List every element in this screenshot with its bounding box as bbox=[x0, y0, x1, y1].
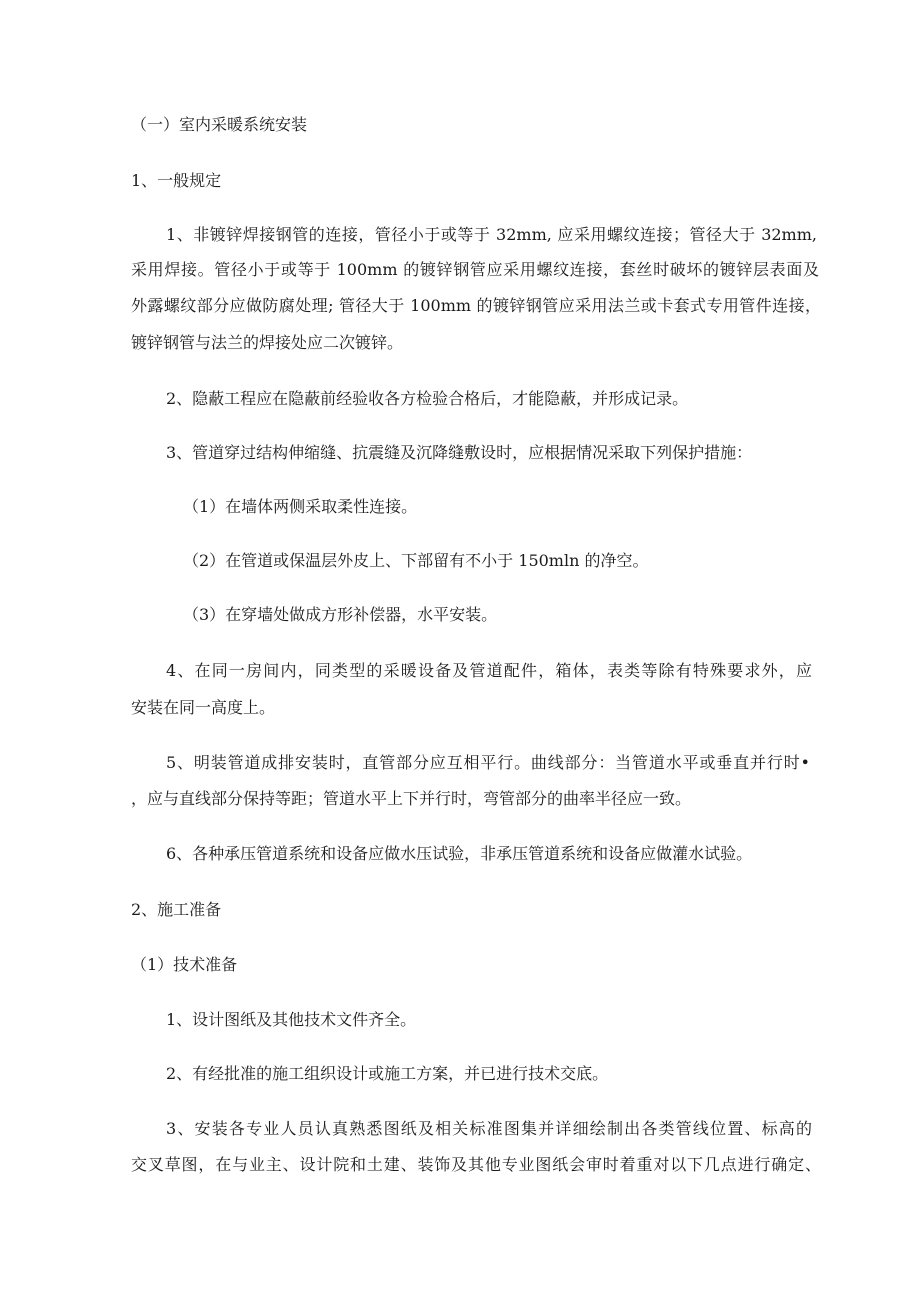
rule-1-line-1: 1、非镀锌焊接钢管的连接，管径小于或等于 32mm, 应采用螺纹连接；管径大于 32mm, bbox=[166, 225, 817, 244]
tech-prep-heading: （1）技术准备 bbox=[131, 955, 238, 974]
tech-prep-item-3-line-2: 交叉草图，在与业主、设计院和土建、装饰及其他专业图纸会审时着重对以下几点进行确定、 bbox=[131, 1155, 821, 1174]
rule-3: 3、管道穿过结构伸缩缝、抗震缝及沉降缝敷设时，应根据情况采取下列保护措施： bbox=[166, 443, 753, 462]
tech-prep-item-2: 2、有经批准的施工组织设计或施工方案，并已进行技术交底。 bbox=[166, 1064, 609, 1083]
subsection-heading-construction-prep: 2、施工准备 bbox=[131, 900, 222, 919]
subsection-heading-general-rules: 1、一般规定 bbox=[131, 171, 222, 190]
rule-1-line-3: 外露螺纹部分应做防腐处理; 管径大于 100mm 的镀锌钢管应采用法兰或卡套式专用管件连接， bbox=[131, 296, 821, 315]
rule-4-line-2: 安装在同一高度上。 bbox=[131, 698, 276, 717]
rule-6: 6、各种承压管道系统和设备应做水压试验，非承压管道系统和设备应做灌水试验。 bbox=[166, 844, 753, 863]
tech-prep-item-3-line-1: 3、安装各专业人员认真熟悉图纸及相关标准图集并详细绘制出各类管线位置、标高的 bbox=[166, 1119, 812, 1138]
rule-2: 2、隐蔽工程应在隐蔽前经验收各方检验合格后，才能隐蔽，并形成记录。 bbox=[166, 389, 689, 408]
rule-5-line-2: ，应与直线部分保持等距；管道水平上下并行时，弯管部分的曲率半径应一致。 bbox=[131, 789, 692, 808]
rule-1-line-4: 镀锌钢管与法兰的焊接处应二次镀锌。 bbox=[131, 333, 404, 352]
rule-3-item-2: （2）在管道或保温层外皮上、下部留有不小于 150mln 的净空。 bbox=[183, 551, 649, 570]
rule-5-line-1: 5、明装管道成排安装时，直管部分应互相平行。曲线部分：当管道水平或垂直并行时• bbox=[166, 753, 810, 772]
tech-prep-item-1: 1、设计图纸及其他技术文件齐全。 bbox=[166, 1010, 417, 1029]
rule-4-line-1: 4、在同一房间内，同类型的采暖设备及管道配件，箱体，表类等除有特殊要求外，应 bbox=[166, 661, 812, 680]
rule-1-line-2: 采用焊接。管径小于或等于 100mm 的镀锌钢管应采用螺纹连接，套丝时破坏的镀锌层表面及 bbox=[131, 260, 819, 279]
rule-3-item-3: （3）在穿墙处做成方形补偿器，水平安装。 bbox=[183, 605, 498, 624]
rule-3-item-1: （1）在墙体两侧采取柔性连接。 bbox=[183, 497, 418, 516]
section-heading: （一）室内采暖系统安装 bbox=[131, 115, 308, 134]
